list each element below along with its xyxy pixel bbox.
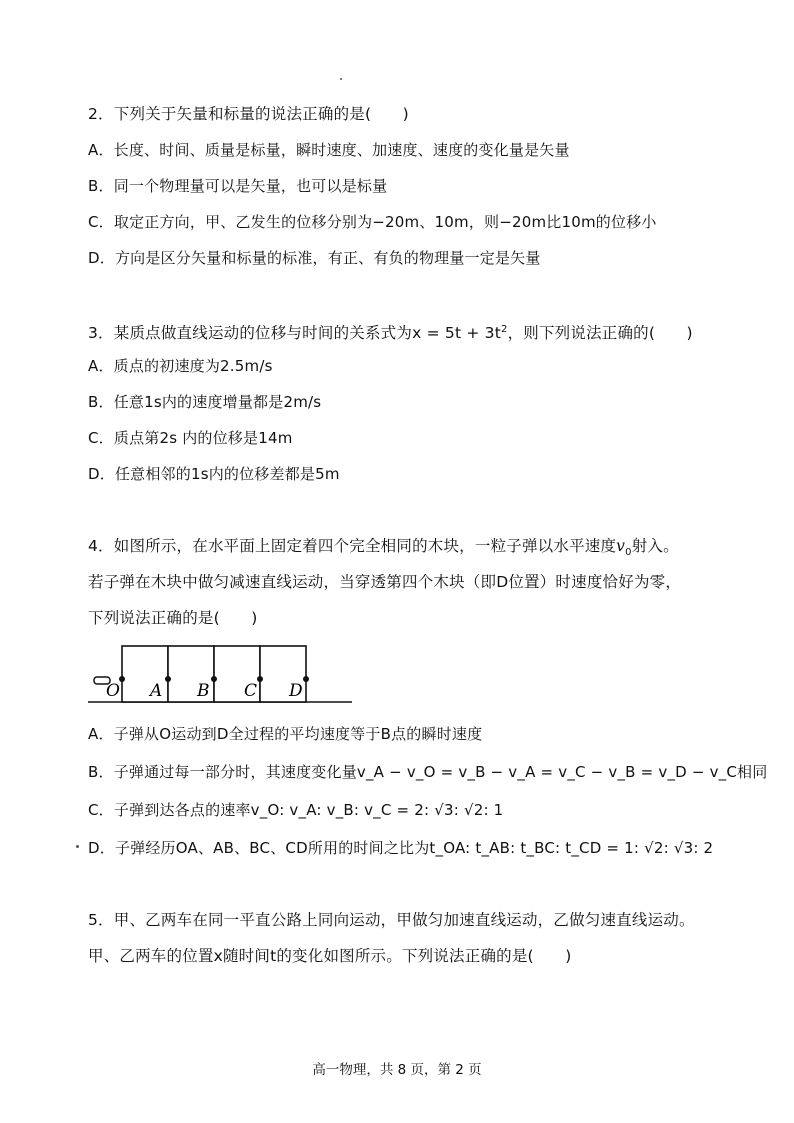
point-d-dot bbox=[303, 676, 309, 682]
q4-stem-text: 4．如图所示，在水平面上固定着四个完全相同的木块，一粒子弹以水平速度 bbox=[88, 537, 617, 555]
q2-option-b: B．同一个物理量可以是矢量，也可以是标量 bbox=[88, 177, 388, 195]
q3-option-c: C．质点第2s 内的位移是14m bbox=[88, 429, 293, 447]
q2-option-a: A．长度、时间、质量是标量，瞬时速度、加速度、速度的变化量是矢量 bbox=[88, 141, 570, 159]
q4-option-d: D．子弹经历OA、AB、BC、CD所用的时间之比为t_OA: t_AB: t_BC: t_CD = 1: √2: √3: 2 bbox=[88, 839, 714, 857]
q4-figure bbox=[88, 640, 388, 710]
q4-option-c: C．子弹到达各点的速率v_O: v_A: v_B: v_C = 2: √3: √2: 1 bbox=[88, 801, 504, 819]
q2-stem: 2．下列关于矢量和标量的说法正确的是( ) bbox=[88, 105, 409, 123]
q3-option-d: D．任意相邻的1s内的位移差都是5m bbox=[88, 465, 340, 483]
q4-stem-line3: 下列说法正确的是( ) bbox=[88, 609, 258, 627]
q3-stem-tail: ，则下列说法正确的( ) bbox=[507, 324, 693, 343]
q3-option-a: A．质点的初速度为2.5m/s bbox=[88, 357, 273, 375]
q3-stem bbox=[88, 320, 693, 343]
q2-option-d: D．方向是区分矢量和标量的标准，有正、有负的物理量一定是矢量 bbox=[88, 249, 541, 267]
scan-speck-2 bbox=[76, 845, 79, 848]
q4-stem-line1 bbox=[88, 536, 679, 563]
label-d: D bbox=[289, 681, 303, 701]
scan-speck bbox=[340, 78, 342, 80]
q3-stem-exponent: 2 bbox=[501, 324, 508, 335]
q5-stem-line2: 甲、乙两车的位置x随时间t的变化如图所示。下列说法正确的是( ) bbox=[88, 947, 572, 965]
q4-option-a: A．子弹从O运动到D全过程的平均速度等于B点的瞬时速度 bbox=[88, 725, 483, 743]
q4-stem-tail: 射入。 bbox=[631, 537, 679, 555]
q4-velocity-subscript: 0 bbox=[625, 547, 632, 559]
label-c: C bbox=[244, 681, 258, 701]
q2-option-c: C．取定正方向，甲、乙发生的位移分别为−20m、10m，则−20m比10m的位移小 bbox=[88, 213, 657, 231]
q5-stem-line1: 5．甲、乙两车在同一平直公路上同向运动，甲做匀加速直线运动，乙做匀速直线运动。 bbox=[88, 911, 695, 929]
q4-stem-line2: 若子弹在木块中做匀减速直线运动，当穿透第四个木块（即D位置）时速度恰好为零， bbox=[88, 573, 682, 591]
point-a-dot bbox=[165, 676, 171, 682]
label-o: O bbox=[106, 681, 120, 701]
label-a: A bbox=[150, 681, 163, 701]
q4-option-b: B．子弹通过每一部分时，其速度变化量v_A − v_O = v_B − v_A = v_C − v_B = v_D − v_C相同 bbox=[88, 763, 768, 781]
point-c-dot bbox=[257, 676, 263, 682]
q4-velocity-symbol: v bbox=[616, 537, 626, 555]
q3-option-b: B．任意1s内的速度增量都是2m/s bbox=[88, 393, 322, 411]
label-b: B bbox=[197, 681, 210, 701]
q3-stem-text: 3．某质点做直线运动的位移与时间的关系式为x = 5t + 3t bbox=[88, 324, 501, 343]
point-b-dot bbox=[211, 676, 217, 682]
page-footer: 高一物理，共 8 页，第 2 页 bbox=[312, 1062, 482, 1078]
